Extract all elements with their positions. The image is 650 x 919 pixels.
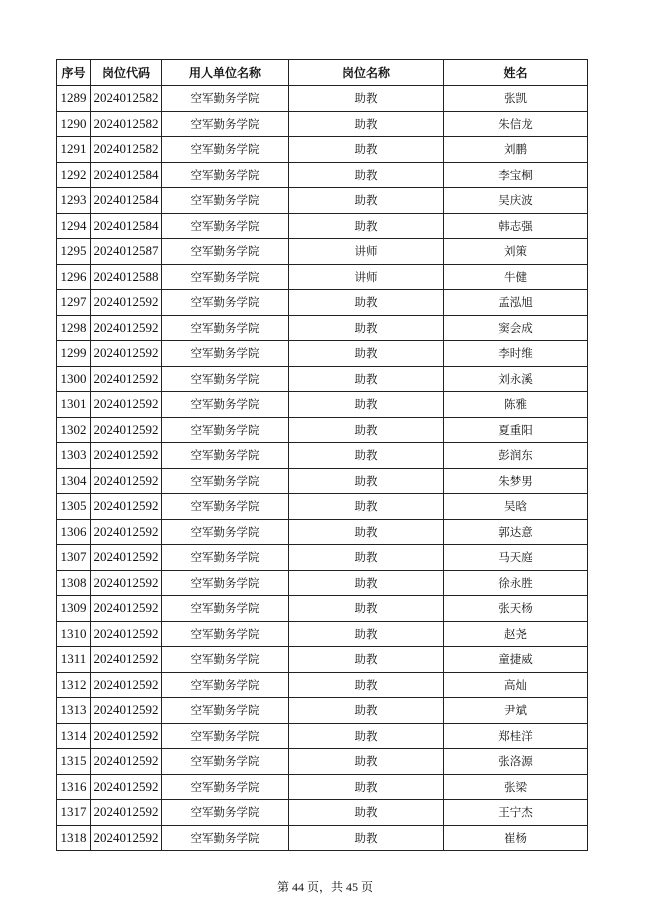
- position-name-cell: 助教: [289, 621, 444, 647]
- person-name-cell: 童捷威: [444, 647, 588, 673]
- position-name-cell: 助教: [289, 825, 444, 851]
- person-name-cell: 刘永溪: [444, 366, 588, 392]
- serial-number-cell: 1303: [57, 443, 91, 469]
- position-name-cell: 讲师: [289, 264, 444, 290]
- position-name-cell: 助教: [289, 494, 444, 520]
- employer-name-cell: 空军勤务学院: [162, 111, 289, 137]
- employer-name-cell: 空军勤务学院: [162, 315, 289, 341]
- position-code-cell: 2024012592: [91, 366, 162, 392]
- position-name-cell: 助教: [289, 86, 444, 112]
- person-name-cell: 张洛源: [444, 749, 588, 775]
- serial-number-cell: 1295: [57, 239, 91, 265]
- position-name-cell: 助教: [289, 647, 444, 673]
- header-position-code: 岗位代码: [91, 60, 162, 86]
- position-name-cell: 助教: [289, 213, 444, 239]
- employer-name-cell: 空军勤务学院: [162, 86, 289, 112]
- table-row: [57, 723, 588, 749]
- serial-number-cell: 1312: [57, 672, 91, 698]
- employer-name-cell: 空军勤务学院: [162, 188, 289, 214]
- header-row: [57, 60, 588, 86]
- employer-name-cell: 空军勤务学院: [162, 366, 289, 392]
- person-name-cell: 吴晗: [444, 494, 588, 520]
- position-code-cell: 2024012592: [91, 825, 162, 851]
- position-code-cell: 2024012592: [91, 570, 162, 596]
- serial-number-cell: 1299: [57, 341, 91, 367]
- position-name-cell: 助教: [289, 315, 444, 341]
- table-row: [57, 341, 588, 367]
- position-code-cell: 2024012582: [91, 111, 162, 137]
- position-name-cell: 助教: [289, 749, 444, 775]
- serial-number-cell: 1306: [57, 519, 91, 545]
- table-row: [57, 188, 588, 214]
- table-row: [57, 698, 588, 724]
- serial-number-cell: 1308: [57, 570, 91, 596]
- employer-name-cell: 空军勤务学院: [162, 519, 289, 545]
- employer-name-cell: 空军勤务学院: [162, 162, 289, 188]
- table-row: [57, 392, 588, 418]
- person-name-cell: 牛健: [444, 264, 588, 290]
- table-row: [57, 800, 588, 826]
- person-name-cell: 刘鹏: [444, 137, 588, 163]
- position-code-cell: 2024012588: [91, 264, 162, 290]
- position-code-cell: 2024012592: [91, 621, 162, 647]
- employer-name-cell: 空军勤务学院: [162, 596, 289, 622]
- position-code-cell: 2024012592: [91, 392, 162, 418]
- person-name-cell: 赵尧: [444, 621, 588, 647]
- table-row: [57, 621, 588, 647]
- person-name-cell: 高灿: [444, 672, 588, 698]
- employer-name-cell: 空军勤务学院: [162, 213, 289, 239]
- employer-name-cell: 空军勤务学院: [162, 290, 289, 316]
- serial-number-cell: 1289: [57, 86, 91, 112]
- position-name-cell: 助教: [289, 596, 444, 622]
- table-row: [57, 290, 588, 316]
- table-row: [57, 570, 588, 596]
- position-name-cell: 助教: [289, 162, 444, 188]
- employer-name-cell: 空军勤务学院: [162, 774, 289, 800]
- position-code-cell: 2024012592: [91, 672, 162, 698]
- serial-number-cell: 1302: [57, 417, 91, 443]
- serial-number-cell: 1294: [57, 213, 91, 239]
- table-row: [57, 443, 588, 469]
- serial-number-cell: 1293: [57, 188, 91, 214]
- table-row: [57, 825, 588, 851]
- table-row: [57, 111, 588, 137]
- person-name-cell: 崔杨: [444, 825, 588, 851]
- employer-name-cell: 空军勤务学院: [162, 494, 289, 520]
- employer-name-cell: 空军勤务学院: [162, 264, 289, 290]
- table-row: [57, 468, 588, 494]
- employer-name-cell: 空军勤务学院: [162, 723, 289, 749]
- person-name-cell: 夏重阳: [444, 417, 588, 443]
- employer-name-cell: 空军勤务学院: [162, 825, 289, 851]
- person-name-cell: 朱信龙: [444, 111, 588, 137]
- table-row: [57, 137, 588, 163]
- person-name-cell: 张梁: [444, 774, 588, 800]
- position-name-cell: 助教: [289, 443, 444, 469]
- employer-name-cell: 空军勤务学院: [162, 392, 289, 418]
- table-row: [57, 86, 588, 112]
- position-name-cell: 助教: [289, 341, 444, 367]
- person-name-cell: 张凯: [444, 86, 588, 112]
- table-row: [57, 545, 588, 571]
- position-name-cell: 助教: [289, 137, 444, 163]
- employer-name-cell: 空军勤务学院: [162, 647, 289, 673]
- serial-number-cell: 1290: [57, 111, 91, 137]
- position-name-cell: 助教: [289, 392, 444, 418]
- employer-name-cell: 空军勤务学院: [162, 341, 289, 367]
- employer-name-cell: 空军勤务学院: [162, 468, 289, 494]
- person-name-cell: 彭润东: [444, 443, 588, 469]
- person-name-cell: 郑桂洋: [444, 723, 588, 749]
- person-name-cell: 李时维: [444, 341, 588, 367]
- person-name-cell: 马天庭: [444, 545, 588, 571]
- table-row: [57, 239, 588, 265]
- serial-number-cell: 1317: [57, 800, 91, 826]
- serial-number-cell: 1309: [57, 596, 91, 622]
- position-name-cell: 助教: [289, 672, 444, 698]
- serial-number-cell: 1304: [57, 468, 91, 494]
- serial-number-cell: 1301: [57, 392, 91, 418]
- position-code-cell: 2024012592: [91, 723, 162, 749]
- position-code-cell: 2024012592: [91, 698, 162, 724]
- person-name-cell: 韩志强: [444, 213, 588, 239]
- position-code-cell: 2024012592: [91, 341, 162, 367]
- person-name-cell: 尹斌: [444, 698, 588, 724]
- serial-number-cell: 1291: [57, 137, 91, 163]
- position-name-cell: 助教: [289, 723, 444, 749]
- person-name-cell: 刘策: [444, 239, 588, 265]
- table-body: [57, 86, 588, 851]
- position-code-cell: 2024012592: [91, 800, 162, 826]
- table-row: [57, 596, 588, 622]
- person-name-cell: 陈雅: [444, 392, 588, 418]
- position-name-cell: 助教: [289, 570, 444, 596]
- position-code-cell: 2024012592: [91, 774, 162, 800]
- position-name-cell: 助教: [289, 188, 444, 214]
- position-code-cell: 2024012592: [91, 315, 162, 341]
- position-name-cell: 助教: [289, 111, 444, 137]
- serial-number-cell: 1316: [57, 774, 91, 800]
- serial-number-cell: 1310: [57, 621, 91, 647]
- position-code-cell: 2024012592: [91, 647, 162, 673]
- position-name-cell: 讲师: [289, 239, 444, 265]
- table-row: [57, 417, 588, 443]
- person-name-cell: 窦会成: [444, 315, 588, 341]
- position-name-cell: 助教: [289, 417, 444, 443]
- table-row: [57, 315, 588, 341]
- serial-number-cell: 1313: [57, 698, 91, 724]
- serial-number-cell: 1300: [57, 366, 91, 392]
- position-name-cell: 助教: [289, 545, 444, 571]
- position-code-cell: 2024012592: [91, 290, 162, 316]
- position-code-cell: 2024012592: [91, 519, 162, 545]
- serial-number-cell: 1296: [57, 264, 91, 290]
- person-name-cell: 孟泓旭: [444, 290, 588, 316]
- employer-name-cell: 空军勤务学院: [162, 672, 289, 698]
- position-code-cell: 2024012582: [91, 137, 162, 163]
- table-row: [57, 774, 588, 800]
- employer-name-cell: 空军勤务学院: [162, 545, 289, 571]
- person-name-cell: 朱梦男: [444, 468, 588, 494]
- page-number: 第 44 页，共 45 页: [276, 880, 373, 894]
- serial-number-cell: 1311: [57, 647, 91, 673]
- position-code-cell: 2024012582: [91, 86, 162, 112]
- person-name-cell: 郭达意: [444, 519, 588, 545]
- header-person-name: 姓名: [444, 60, 588, 86]
- position-name-cell: 助教: [289, 519, 444, 545]
- table-row: [57, 494, 588, 520]
- table-row: [57, 519, 588, 545]
- position-code-cell: 2024012592: [91, 749, 162, 775]
- table-row: [57, 162, 588, 188]
- header-serial-number: 序号: [57, 60, 91, 86]
- serial-number-cell: 1305: [57, 494, 91, 520]
- person-name-cell: 李宝桐: [444, 162, 588, 188]
- serial-number-cell: 1298: [57, 315, 91, 341]
- serial-number-cell: 1315: [57, 749, 91, 775]
- position-code-cell: 2024012592: [91, 545, 162, 571]
- header-position-name: 岗位名称: [289, 60, 444, 86]
- table-row: [57, 213, 588, 239]
- position-code-cell: 2024012584: [91, 162, 162, 188]
- roster-table: [56, 59, 588, 851]
- table-row: [57, 647, 588, 673]
- position-code-cell: 2024012584: [91, 213, 162, 239]
- employer-name-cell: 空军勤务学院: [162, 137, 289, 163]
- serial-number-cell: 1318: [57, 825, 91, 851]
- position-name-cell: 助教: [289, 468, 444, 494]
- serial-number-cell: 1297: [57, 290, 91, 316]
- table-row: [57, 264, 588, 290]
- employer-name-cell: 空军勤务学院: [162, 417, 289, 443]
- table-row: [57, 366, 588, 392]
- position-name-cell: 助教: [289, 698, 444, 724]
- position-name-cell: 助教: [289, 774, 444, 800]
- employer-name-cell: 空军勤务学院: [162, 443, 289, 469]
- table-row: [57, 749, 588, 775]
- person-name-cell: 王宁杰: [444, 800, 588, 826]
- person-name-cell: 吴庆波: [444, 188, 588, 214]
- position-code-cell: 2024012592: [91, 443, 162, 469]
- serial-number-cell: 1307: [57, 545, 91, 571]
- position-code-cell: 2024012592: [91, 417, 162, 443]
- position-code-cell: 2024012587: [91, 239, 162, 265]
- position-code-cell: 2024012592: [91, 596, 162, 622]
- person-name-cell: 徐永胜: [444, 570, 588, 596]
- serial-number-cell: 1314: [57, 723, 91, 749]
- serial-number-cell: 1292: [57, 162, 91, 188]
- employer-name-cell: 空军勤务学院: [162, 749, 289, 775]
- header-employer-name: 用人单位名称: [162, 60, 289, 86]
- position-code-cell: 2024012584: [91, 188, 162, 214]
- employer-name-cell: 空军勤务学院: [162, 570, 289, 596]
- position-name-cell: 助教: [289, 800, 444, 826]
- position-code-cell: 2024012592: [91, 468, 162, 494]
- employer-name-cell: 空军勤务学院: [162, 239, 289, 265]
- employer-name-cell: 空军勤务学院: [162, 621, 289, 647]
- employer-name-cell: 空军勤务学院: [162, 698, 289, 724]
- position-code-cell: 2024012592: [91, 494, 162, 520]
- table-row: [57, 672, 588, 698]
- person-name-cell: 张天杨: [444, 596, 588, 622]
- employer-name-cell: 空军勤务学院: [162, 800, 289, 826]
- position-name-cell: 助教: [289, 290, 444, 316]
- position-name-cell: 助教: [289, 366, 444, 392]
